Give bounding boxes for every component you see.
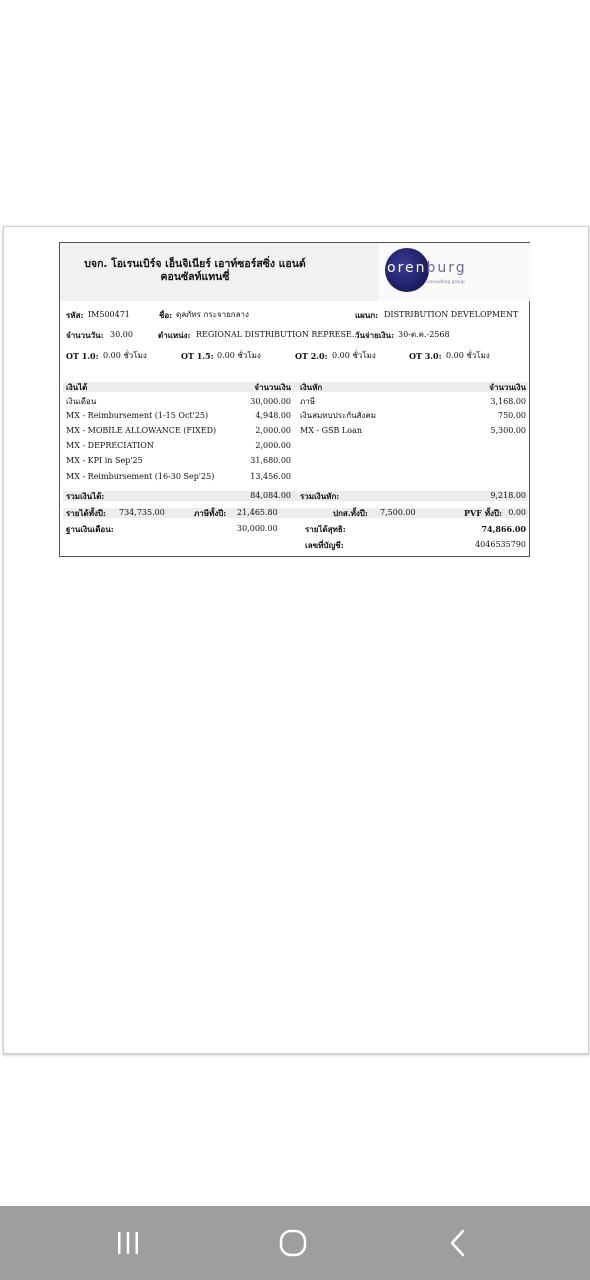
ot-1-value: 0.00 ชั่วโมง	[103, 351, 147, 360]
department-label: แผนก:	[355, 310, 379, 320]
ytd-income-label: รายได้ทั้งปี:	[66, 508, 106, 518]
ot-2-value: 0.00 ชั่วโมง	[332, 351, 376, 360]
deduction-amount-header: จำนวนเงิน	[489, 382, 526, 392]
income-item: MX - DEPRECIATION	[66, 441, 154, 450]
company-name	[70, 258, 320, 284]
ytd-income: 734,735.00	[119, 508, 165, 517]
payslip	[59, 242, 530, 557]
ot-3-label: OT 3.0:	[409, 351, 442, 361]
payslip-header	[60, 243, 529, 301]
income-item: MX - KPI in Sep'25	[66, 456, 143, 465]
base-salary-label: ฐานเงินเดือน:	[66, 524, 114, 534]
total-income: 84,084.00	[250, 491, 291, 500]
ot-15-value: 0.00 ชั่วโมง	[217, 351, 261, 360]
pay-date: 30-ต.ค.-2568	[398, 330, 450, 339]
days: 30.00	[110, 330, 133, 339]
table-header-band	[63, 382, 528, 392]
income-amount-header: จำนวนเงิน	[254, 382, 291, 392]
ytd-tax: 21,465.80	[237, 508, 278, 517]
employee-name: ดุลภัทร กระจายกลาง	[176, 310, 249, 319]
deduction-amount: 5,300.00	[490, 426, 526, 435]
net-income-label: รายได้สุทธิ:	[305, 524, 346, 534]
income-amount: 30,000.00	[250, 397, 291, 406]
home-icon	[279, 1229, 307, 1257]
deduction-amount: 750.00	[498, 411, 526, 420]
employee-id-label: รหัส:	[66, 310, 84, 320]
total-deduction: 9,218.00	[490, 491, 526, 500]
deduction-item: ภาษี	[300, 397, 316, 406]
income-header: เงินได้	[66, 382, 88, 392]
income-item: เงินเดือน	[66, 397, 97, 406]
employee-name-label: ชื่อ:	[159, 310, 173, 320]
deduction-item: MX - GSB Loan	[300, 426, 363, 435]
ot-1-label: OT 1.0:	[66, 351, 99, 361]
company-name-line2: คอนซัลท์แทนซี่	[160, 271, 230, 283]
ot-15-label: OT 1.5:	[181, 351, 214, 361]
income-amount: 2,000.00	[255, 441, 291, 450]
income-amount: 31,680.00	[250, 456, 291, 465]
back-icon	[447, 1229, 469, 1257]
totals-band	[63, 491, 528, 501]
recent-apps-icon	[115, 1230, 141, 1256]
income-item: MX - Reimbursement (16-30 Sep'25)	[66, 472, 215, 481]
back-button[interactable]	[428, 1226, 488, 1260]
income-item: MX - MOBILE ALLOWANCE (FIXED)	[66, 426, 217, 435]
position: REGIONAL DISTRIBUTION REPRESE...	[196, 330, 360, 339]
ytd-sso: 7,500.00	[380, 508, 416, 517]
net-income: 74,866.00	[481, 524, 526, 534]
income-amount: 13,456.00	[250, 472, 291, 481]
recent-apps-button[interactable]	[98, 1226, 158, 1260]
total-deduction-label: รวมเงินหัก:	[300, 491, 340, 501]
orenburg-logo	[385, 248, 480, 292]
total-income-label: รวมเงินได้:	[66, 491, 105, 501]
income-item: MX - Reimbursement (1-15 Oct'25)	[66, 411, 209, 420]
ytd-sso-label: ปกส.ทั้งปี:	[333, 508, 368, 518]
navigation-bar	[0, 1206, 590, 1280]
deduction-item: เงินสมทบประกันสังคม	[300, 411, 377, 420]
logo-wordmark	[387, 260, 467, 276]
income-amount: 4,948.00	[255, 411, 291, 420]
deduction-header: เงินหัก	[300, 382, 323, 392]
home-button[interactable]	[263, 1226, 323, 1260]
department: DISTRIBUTION DEVELOPMENT	[384, 310, 519, 319]
account-number: 4046535790	[475, 540, 526, 549]
company-name-line1: บจก. โอเรนเบิร์จ เอ็นจิเนียร์ เอาท์ซอร์สซิ่ง แอนด์	[84, 258, 306, 270]
income-amount: 2,000.00	[255, 426, 291, 435]
logo-text-burg: burg	[426, 260, 467, 276]
logo-text-oren: oren	[387, 260, 427, 276]
account-number-label: เลขที่บัญชี:	[305, 540, 344, 550]
position-label: ตำแหน่ง:	[158, 330, 191, 340]
base-salary: 30,000.00	[237, 524, 278, 533]
deduction-amount: 3,168.00	[490, 397, 526, 406]
ytd-pvf: 0.00	[508, 508, 526, 517]
ot-2-label: OT 2.0:	[295, 351, 328, 361]
pay-date-label: วันจ่ายเงิน:	[355, 330, 394, 340]
ytd-pvf-label: PVF ทั้งปี:	[464, 508, 502, 518]
days-label: จำนวนวัน:	[66, 330, 104, 340]
ytd-tax-label: ภาษีทั้งปี:	[194, 508, 227, 518]
logo-tagline: consulting group	[427, 280, 465, 285]
employee-id: IM500471	[88, 310, 130, 319]
ot-3-value: 0.00 ชั่วโมง	[446, 351, 490, 360]
